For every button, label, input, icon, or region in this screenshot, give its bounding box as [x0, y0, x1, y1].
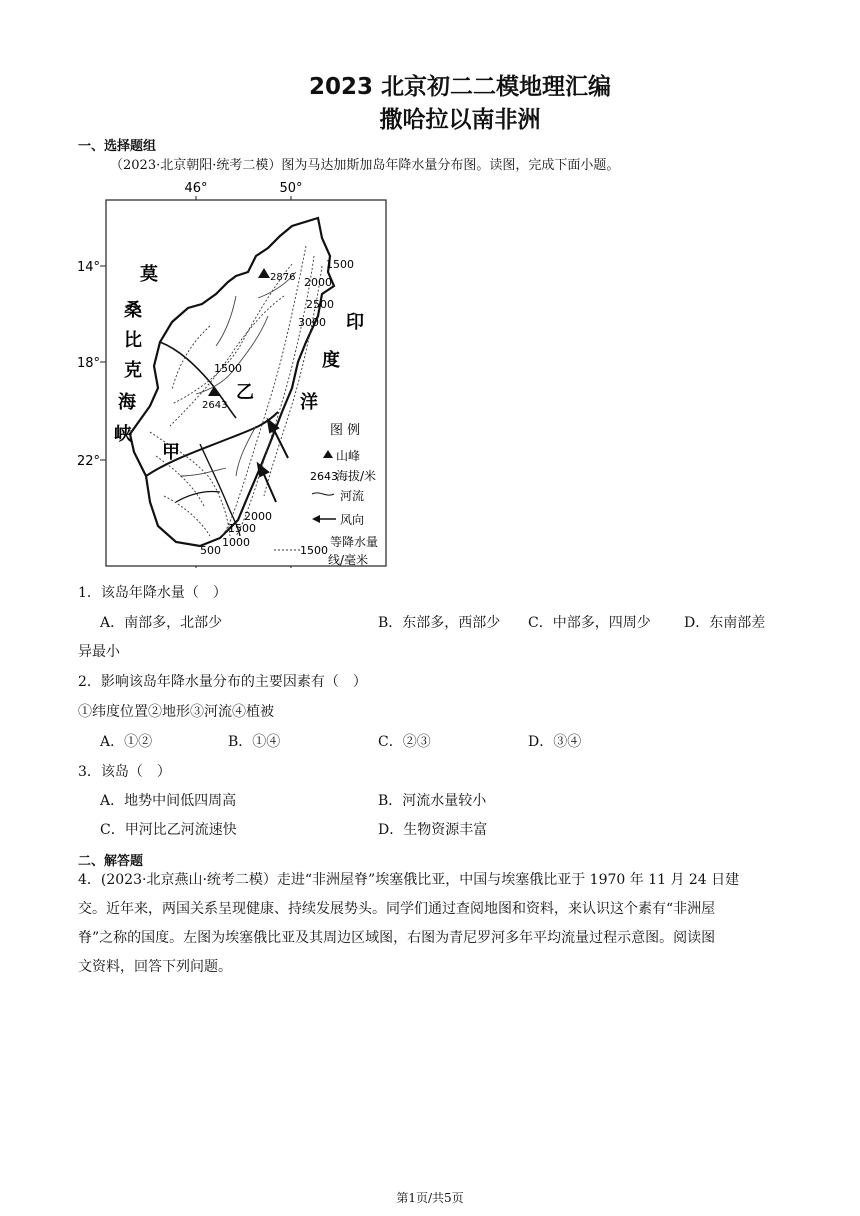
lon-label-50: 50° [279, 181, 303, 196]
q1-option-d: D．东南部差 [684, 615, 766, 631]
question-2-stem: 2．影响该岛年降水量分布的主要因素有（ ） [78, 674, 367, 690]
question-group-intro: （2023·北京朝阳·统考二模）图为马达加斯加岛年降水量分布图。读图，完成下面小题。 [110, 158, 620, 173]
strait-char: 峡 [114, 424, 132, 445]
question-4-line: 4．(2023·北京燕山·统考二模）走进“非洲屋脊”埃塞俄比亚，中国与埃塞俄比亚于 1970 年 11 月 24 日建 [78, 872, 740, 888]
isohyet-label: 1500 [228, 522, 256, 535]
isohyet-label: 1000 [222, 536, 250, 549]
lat-label-22: 22° [76, 454, 100, 469]
q1-option-c: C．中部多，四周少 [528, 615, 651, 631]
legend-peak-label: 山峰 [336, 449, 361, 463]
strait-char: 桑 [124, 300, 142, 321]
page-title: 2023 北京初二二模地理汇编 [308, 74, 612, 100]
q1-option-b: B．东部多，西部少 [378, 615, 501, 631]
q2-option-a: A．①② [100, 734, 153, 750]
q2-factors: ①纬度位置②地形③河流④植被 [78, 704, 274, 720]
q2-option-b: B．①④ [228, 734, 281, 750]
ocean-char: 洋 [300, 392, 318, 413]
q1-option-d-continued: 异最小 [78, 644, 120, 660]
peak-elevation-label: 2643 [202, 400, 228, 411]
legend-isohyet-example: 1500 [300, 544, 328, 557]
legend-elevation-example: 2643 [310, 470, 338, 483]
q1-option-a: A．南部多，北部少 [100, 615, 223, 631]
isohyet-label: 1500 [214, 362, 242, 375]
q2-option-d: D．③④ [528, 734, 582, 750]
strait-char: 莫 [140, 264, 158, 285]
q3-option-d: D．生物资源丰富 [378, 822, 488, 838]
isohyet-label: 500 [200, 544, 221, 557]
ocean-char: 印 [346, 312, 364, 333]
page-number: 第1页/共5页 [396, 1191, 464, 1205]
legend-isohyet-label: 等降水量 [330, 535, 379, 549]
legend-isohyet-unit: 线/毫米 [328, 553, 369, 567]
isohyet-label: 2500 [306, 298, 334, 311]
ocean-char: 度 [322, 350, 340, 371]
legend-river-label: 河流 [340, 489, 365, 503]
legend-elevation-label: 海拔/米 [336, 469, 377, 483]
question-4-line: 脊”之称的国度。左图为埃塞俄比亚及其周边区域图，右图为青尼罗河多年平均流量过程示意图。阅读图 [78, 930, 716, 946]
isohyet-label: 1500 [326, 258, 354, 271]
question-4-line: 文资料，回答下列问题。 [78, 959, 232, 975]
q2-option-c: C．②③ [378, 734, 431, 750]
region-jia-label: 甲 [162, 442, 180, 463]
isohyet-label: 2000 [304, 276, 332, 289]
lat-label-18: 18° [76, 356, 100, 371]
section-heading-choice: 一、选择题组 [78, 139, 157, 154]
region-yi-label: 乙 [236, 382, 254, 403]
question-3-stem: 3．该岛（ ） [78, 764, 171, 780]
strait-char: 比 [124, 330, 142, 351]
page-subtitle: 撒哈拉以南非洲 [379, 107, 541, 133]
q3-option-a: A．地势中间低四周高 [100, 793, 237, 809]
lon-label-46: 46° [184, 181, 208, 196]
strait-char: 海 [118, 392, 136, 413]
q3-option-b: B．河流水量较小 [378, 793, 487, 809]
question-1-stem: 1．该岛年降水量（ ） [78, 585, 227, 601]
legend-wind-label: 风向 [340, 513, 365, 527]
peak-elevation-label: 2876 [270, 272, 296, 283]
isohyet-label: 3000 [298, 316, 326, 329]
section-heading-answer: 二、解答题 [78, 854, 144, 869]
question-4-line: 交。近年来，两国关系呈现健康、持续发展势头。同学们通过查阅地图和资料，来认识这个素有“非洲屋 [78, 901, 716, 917]
q3-option-c: C．甲河比乙河流速快 [100, 822, 237, 838]
lat-label-14: 14° [76, 260, 100, 275]
madagascar-precipitation-map [60, 176, 400, 576]
strait-char: 克 [124, 360, 142, 381]
legend-title: 图 例 [330, 423, 361, 438]
isohyet-label: 2000 [244, 510, 272, 523]
